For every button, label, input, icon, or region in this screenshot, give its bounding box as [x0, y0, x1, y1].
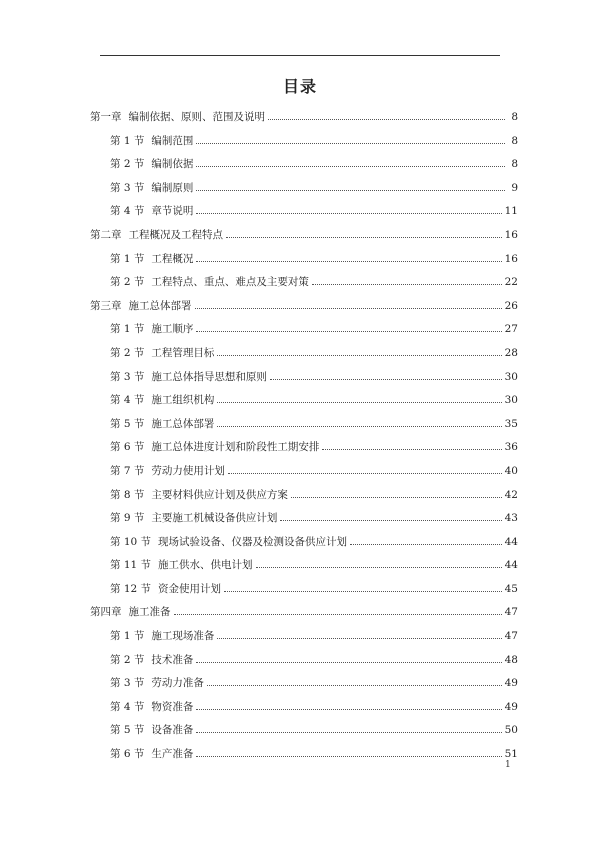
dot-leader: [322, 449, 501, 450]
toc-chapter-entry[interactable]: [90, 106, 518, 130]
toc-entry-label: 设备准备: [151, 724, 194, 737]
toc-page-number: 47: [504, 606, 518, 619]
dot-leader: [280, 520, 501, 521]
dot-leader: [207, 685, 502, 686]
toc-entry-label: 工程特点、重点、难点及主要对策: [151, 276, 309, 289]
toc-entry-number: 第 6 节: [110, 748, 145, 761]
toc-entry-label: 主要施工机械设备供应计划: [151, 512, 278, 525]
toc-entry-label: 章节说明: [151, 205, 194, 218]
toc-entry-label: 主要材料供应计划及供应方案: [151, 488, 288, 501]
toc-entry-label: 技术准备: [151, 653, 194, 666]
toc-entry-title: [110, 554, 256, 578]
toc-section-entry[interactable]: [90, 743, 518, 767]
toc-page-number: 36: [504, 441, 518, 454]
toc-entry-title: [110, 460, 228, 484]
dot-leader: [217, 426, 501, 427]
toc-page-number: 22: [504, 276, 518, 289]
toc-page-number: 43: [504, 512, 518, 525]
toc-entry-number: 第 3 节: [110, 677, 145, 690]
toc-entry-number: 第 3 节: [110, 370, 145, 383]
toc-section-entry[interactable]: [90, 436, 518, 460]
dot-leader: [350, 544, 502, 545]
toc-entry-title: [110, 719, 196, 743]
toc-entry-label: 生产准备: [151, 748, 194, 761]
toc-entry-title: [110, 578, 224, 602]
toc-entry-title: [110, 625, 217, 649]
toc-section-entry[interactable]: [90, 153, 518, 177]
toc-entry-label: 施工供水、供电计划: [158, 559, 253, 572]
toc-entry-number: 第 12 节: [110, 582, 152, 595]
toc-entry-label: 施工总体部署: [128, 299, 192, 312]
toc-entry-number: 第一章: [90, 111, 122, 123]
toc-page-number: 30: [504, 394, 518, 407]
toc-entry-title: [90, 295, 195, 319]
toc-entry-title: [110, 342, 217, 366]
toc-entry-number: 第 4 节: [110, 394, 145, 407]
dot-leader: [268, 119, 505, 120]
toc-entry-number: 第 2 节: [110, 346, 145, 359]
dot-leader: [195, 308, 502, 309]
toc-section-entry[interactable]: [90, 554, 518, 578]
toc-entry-title: [110, 153, 196, 177]
toc-page-number: 40: [504, 464, 518, 477]
toc-entry-number: 第 2 节: [110, 158, 145, 171]
page-title: 目录: [282, 77, 317, 96]
toc-entry-title: [90, 601, 174, 625]
toc-chapter-entry[interactable]: [90, 224, 518, 248]
toc-entry-label: 施工总体部署: [151, 417, 215, 430]
toc-entry-number: 第 2 节: [110, 653, 145, 666]
toc-entry-number: 第 6 节: [110, 441, 145, 454]
toc-entry-number: 第 7 节: [110, 464, 145, 477]
toc-entry-title: [110, 130, 196, 154]
toc-entry-number: 第 8 节: [110, 488, 145, 501]
dot-leader: [217, 355, 501, 356]
toc-section-entry[interactable]: [90, 389, 518, 413]
toc-entry-number: 第 4 节: [110, 700, 145, 713]
dot-leader: [196, 261, 501, 262]
toc-entry-label: 施工顺序: [151, 323, 194, 336]
toc-entry-title: [110, 200, 196, 224]
toc-section-entry[interactable]: [90, 649, 518, 673]
toc-entry-number: 第 1 节: [110, 252, 145, 265]
toc-entry-title: [110, 413, 217, 437]
toc-entry-title: [110, 484, 291, 508]
toc-entry-number: 第 3 节: [110, 181, 145, 194]
toc-page-number: 9: [511, 181, 518, 194]
toc-page-number: 51: [504, 748, 518, 761]
toc-entry-title: [110, 436, 322, 460]
toc-entry-label: 工程概况: [151, 252, 194, 265]
toc-section-entry[interactable]: [90, 318, 518, 342]
toc-section-entry[interactable]: [90, 248, 518, 272]
toc-entry-label: 编制依据: [151, 158, 194, 171]
dot-leader: [291, 497, 502, 498]
toc-entry-label: 编制依据、原则、范围及说明: [128, 111, 265, 123]
toc-entry-title: [110, 743, 196, 767]
toc-page-number: 44: [504, 535, 518, 548]
toc-chapter-entry[interactable]: [90, 295, 518, 319]
toc-entry-number: 第 4 节: [110, 205, 145, 218]
toc-page-number: 49: [504, 700, 518, 713]
toc-section-entry[interactable]: [90, 130, 518, 154]
toc-section-entry[interactable]: [90, 177, 518, 201]
toc-entry-label: 工程管理目标: [151, 346, 215, 359]
toc-page-number: 42: [504, 488, 518, 501]
toc-section-entry[interactable]: [90, 625, 518, 649]
toc-section-entry[interactable]: [90, 342, 518, 366]
toc-entry-title: [110, 271, 312, 295]
toc-entry-title: [110, 672, 207, 696]
dot-leader: [224, 591, 502, 592]
dot-leader: [217, 638, 501, 639]
dot-leader: [256, 567, 502, 568]
dot-leader: [270, 379, 502, 380]
toc-entry-label: 现场试验设备、仪器及检测设备供应计划: [158, 535, 348, 548]
toc-page-number: 16: [504, 252, 518, 265]
dot-leader: [196, 143, 505, 144]
toc-entry-number: 第 2 节: [110, 276, 145, 289]
toc-page-number: 8: [511, 111, 518, 123]
toc-page-number: 50: [504, 724, 518, 737]
toc-entry-label: 施工总体指导思想和原则: [151, 370, 267, 383]
toc-entry-label: 施工总体进度计划和阶段性工期安排: [151, 441, 320, 454]
toc-page-number: 49: [504, 677, 518, 690]
toc-section-entry[interactable]: [90, 200, 518, 224]
toc-page-number: 48: [504, 653, 518, 666]
toc-entry-label: 施工准备: [128, 606, 171, 619]
toc-page-number: 27: [504, 323, 518, 336]
toc-page-number: 16: [504, 228, 518, 241]
toc-section-entry[interactable]: [90, 271, 518, 295]
dot-leader: [226, 237, 502, 238]
toc-entry-label: 资金使用计划: [158, 582, 222, 595]
toc-entry-title: [90, 106, 268, 130]
dot-leader: [217, 402, 501, 403]
toc-entry-title: [110, 318, 196, 342]
dot-leader: [228, 473, 502, 474]
toc-entry-label: 编制范围: [151, 134, 194, 147]
toc-section-entry[interactable]: [90, 719, 518, 743]
toc-page-number: 8: [511, 158, 518, 171]
toc-entry-label: 物资准备: [151, 700, 194, 713]
table-of-contents: [90, 106, 518, 767]
toc-entry-title: [110, 366, 270, 390]
toc-entry-number: 第 1 节: [110, 630, 145, 643]
toc-page-number: 8: [511, 134, 518, 147]
dot-leader: [196, 190, 505, 191]
dot-leader: [196, 756, 501, 757]
toc-entry-number: 第三章: [90, 299, 122, 312]
dot-leader: [196, 213, 501, 214]
toc-entry-number: 第 1 节: [110, 323, 145, 336]
toc-entry-label: 编制原则: [151, 181, 194, 194]
toc-page-number: 45: [504, 582, 518, 595]
toc-entry-title: [110, 507, 280, 531]
toc-entry-label: 施工组织机构: [151, 394, 215, 407]
toc-entry-title: [110, 248, 196, 272]
toc-entry-number: 第二章: [90, 228, 122, 241]
toc-section-entry[interactable]: [90, 413, 518, 437]
toc-entry-title: [110, 177, 196, 201]
toc-entry-number: 第 5 节: [110, 417, 145, 430]
dot-leader: [196, 662, 501, 663]
toc-section-entry[interactable]: [90, 460, 518, 484]
toc-page-number: 47: [504, 630, 518, 643]
toc-page-number: 28: [504, 346, 518, 359]
toc-section-entry[interactable]: [90, 507, 518, 531]
dot-leader: [312, 284, 502, 285]
dot-leader: [196, 331, 501, 332]
toc-entry-number: 第 9 节: [110, 512, 145, 525]
toc-section-entry[interactable]: [90, 672, 518, 696]
toc-entry-title: [110, 649, 196, 673]
toc-entry-number: 第 1 节: [110, 134, 145, 147]
toc-chapter-entry[interactable]: [90, 601, 518, 625]
toc-entry-title: [110, 531, 350, 555]
toc-page-number: 11: [504, 205, 518, 218]
toc-page-number: 26: [504, 299, 518, 312]
toc-entry-number: 第四章: [90, 606, 122, 619]
toc-entry-label: 劳动力使用计划: [151, 464, 225, 477]
toc-section-entry[interactable]: [90, 484, 518, 508]
toc-entry-number: 第 11 节: [110, 559, 152, 572]
toc-entry-label: 施工现场准备: [151, 630, 215, 643]
toc-page-number: 35: [504, 417, 518, 430]
toc-entry-title: [110, 389, 217, 413]
dot-leader: [196, 732, 501, 733]
dot-leader: [196, 166, 505, 167]
header-rule: [100, 55, 500, 56]
toc-section-entry[interactable]: [90, 578, 518, 602]
toc-page-number: 44: [504, 559, 518, 572]
toc-entry-number: 第 5 节: [110, 724, 145, 737]
toc-entry-number: 第 10 节: [110, 535, 152, 548]
dot-leader: [174, 614, 502, 615]
toc-section-entry[interactable]: [90, 366, 518, 390]
page-number: 1: [505, 760, 511, 770]
toc-page-number: 30: [504, 370, 518, 383]
toc-entry-title: [90, 224, 226, 248]
toc-section-entry[interactable]: [90, 696, 518, 720]
dot-leader: [196, 709, 501, 710]
toc-section-entry[interactable]: [90, 531, 518, 555]
toc-entry-label: 劳动力准备: [151, 677, 204, 690]
toc-entry-title: [110, 696, 196, 720]
toc-entry-label: 工程概况及工程特点: [128, 228, 223, 241]
